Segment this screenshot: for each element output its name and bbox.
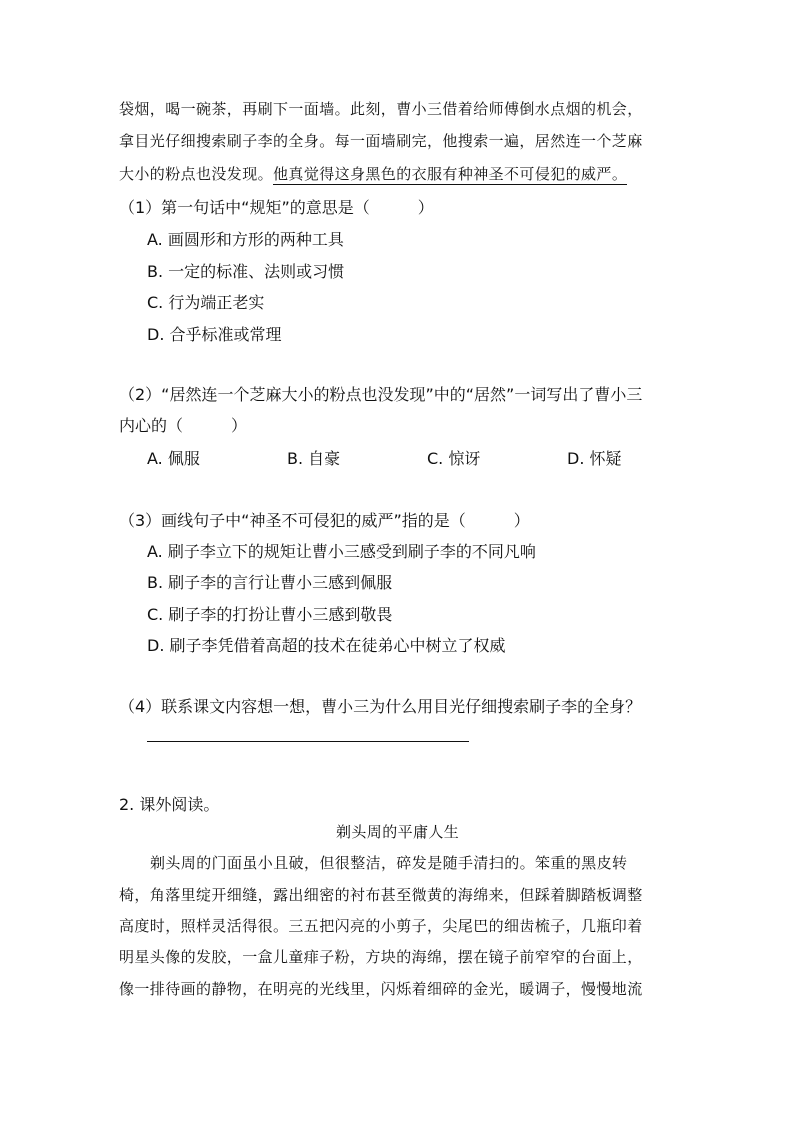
passage1-line3 [119,163,627,184]
q1-stem: （1）第一句话中“规矩”的意思是（ ） [119,198,434,217]
passage1-line3-text: 大小的粉点也没发现。 [119,165,274,183]
section2-heading: 2. 课外阅读。 [119,795,220,814]
q2-option-a: A. 佩服 [147,449,200,468]
underlined-sentence: 他真觉得这身黑色的衣服有种神圣不可侵犯的威严。 [273,165,628,183]
q3-option-b: B. 刷子李的言行让曹小三感到佩服 [147,573,393,592]
q3-option-c: C. 刷子李的打扮让曹小三感到敬畏 [147,605,393,624]
q1-option-c: C. 行为端正老实 [147,293,265,312]
q2-option-c: C. 惊讶 [427,449,481,468]
section2-title: 剃头周的平庸人生 [336,823,460,841]
q1-option-d: D. 合乎标准或常理 [147,325,282,344]
answer-blank-line[interactable] [147,741,469,742]
q1-option-a: A. 画圆形和方形的两种工具 [147,230,344,249]
q2-option-d: D. 怀疑 [567,449,622,468]
q2-option-b: B. 自豪 [287,449,341,468]
passage1-line1: 袋烟，喝一碗茶，再刷下一面墙。此刻，曹小三借着给师傅倒水点烟的机会， [119,100,643,118]
section2-line2: 椅，角落里绽开细缝，露出细密的衬布甚至微黄的海绵来，但踩着脚踏板调整 [119,886,643,904]
section2-line1: 剃头周的门面虽小且破，但很整洁，碎发是随手清扫的。笨重的黑皮转 [150,854,628,872]
q3-option-a: A. 刷子李立下的规矩让曹小三感受到刷子李的不同凡响 [147,542,536,561]
q2-stem-line1: （2）“居然连一个芝麻大小的粉点也没发现”中的“居然”一词写出了曹小三 [119,385,643,404]
section2-line3: 高度时，照样灵活得很。三五把闪亮的小剪子，尖尾巴的细齿梳子，几瓶印着 [119,917,643,935]
q3-stem: （3）画线句子中“神圣不可侵犯的威严”指的是（ ） [119,511,530,530]
passage1-line2: 拿目光仔细搜索刷子李的全身。每一面墙刷完，他搜索一遍，居然连一个芝麻 [119,132,643,150]
q2-stem-line2: 内心的（ ） [119,416,248,435]
q1-option-b: B. 一定的标准、法则或习惯 [147,262,345,281]
q3-option-d: D. 刷子李凭借着高超的技术在徒弟心中树立了权威 [147,636,506,655]
q4-stem: （4）联系课文内容想一想，曹小三为什么用目光仔细搜索刷子李的全身？ [119,697,642,716]
section2-line4: 明星头像的发胶，一盒儿童痱子粉，方块的海绵，摆在镜子前窄窄的台面上， [119,948,643,966]
section2-line5: 像一排待画的静物，在明亮的光线里，闪烁着细碎的金光，暖调子，慢慢地流 [119,980,643,998]
